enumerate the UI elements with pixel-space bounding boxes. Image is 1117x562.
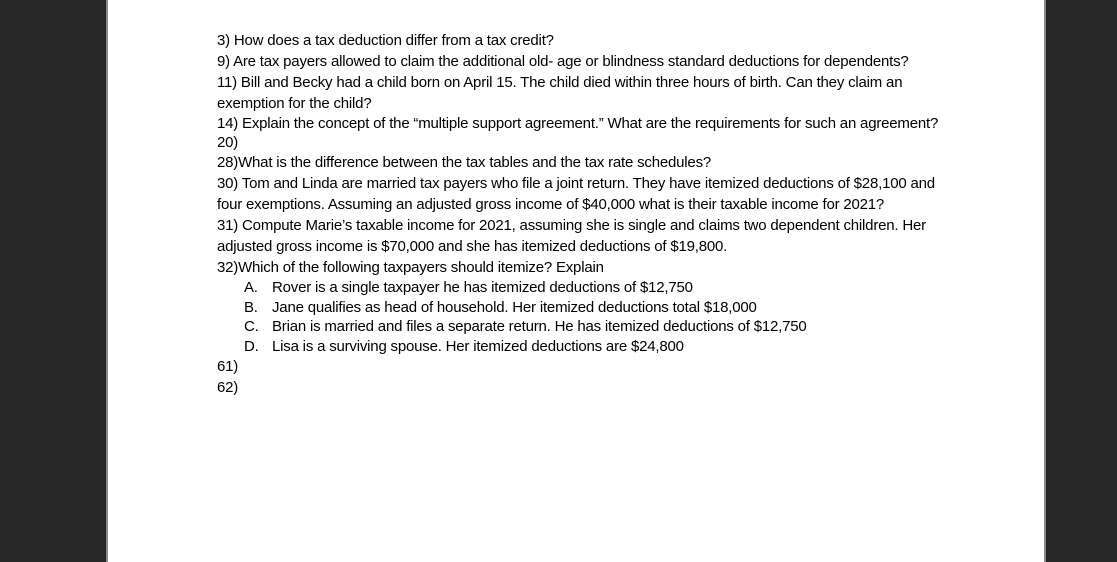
option-a — [217, 278, 947, 298]
question-20: 20) — [217, 134, 239, 151]
question-32-options — [217, 278, 947, 356]
question-62: 62) — [217, 379, 239, 396]
question-31: 31) Compute Marie’s taxable income for 2021, assuming she is single and claims two dependent children. Her adjusted gross income is $70,000 and she has itemized deductions of $19,800. — [217, 217, 926, 255]
option-text: Jane qualifies as head of household. Her itemized deductions total $18,000 — [272, 298, 757, 316]
question-28: 28)What is the difference between the tax tables and the tax rate schedules? — [217, 154, 712, 171]
option-b — [217, 298, 947, 318]
question-14: 14) Explain the concept of the “multiple support agreement.” What are the requirements for such an agreement? — [217, 115, 939, 132]
option-letter: B. — [244, 298, 258, 316]
question-9: 9) Are tax payers allowed to claim the additional old- age or blindness standard deductions for dependents? — [217, 53, 909, 70]
question-11: 11) Bill and Becky had a child born on April 15. The child died within three hours of birth. Can they claim an exemption for the child? — [217, 74, 903, 112]
question-3: 3) How does a tax deduction differ from a tax credit? — [217, 32, 554, 49]
option-text: Brian is married and files a separate return. He has itemized deductions of $12,750 — [272, 318, 807, 335]
page-content — [217, 30, 947, 398]
option-letter: D. — [244, 337, 259, 355]
question-61: 61) — [217, 358, 239, 375]
option-d — [217, 337, 947, 357]
option-letter: C. — [244, 318, 259, 335]
question-30: 30) Tom and Linda are married tax payers who file a joint return. They have itemized deductions of $28,100 and four exemptions. Assuming an adjusted gross income of $40,000 what is their taxable income for 2021? — [217, 175, 935, 213]
option-text: Rover is a single taxpayer he has itemized deductions of $12,750 — [272, 279, 693, 296]
option-letter: A. — [244, 279, 258, 296]
option-text: Lisa is a surviving spouse. Her itemized deductions are $24,800 — [272, 337, 684, 355]
document-page — [106, 0, 1046, 562]
question-32: 32)Which of the following taxpayers should itemize? Explain — [217, 259, 604, 276]
option-c — [217, 317, 947, 337]
